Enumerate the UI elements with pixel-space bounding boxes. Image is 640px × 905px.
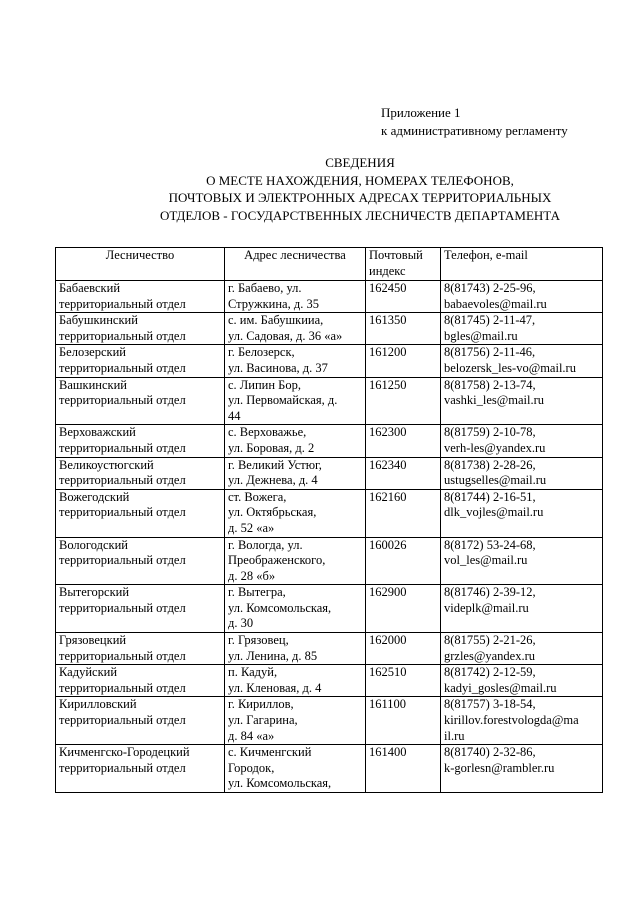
table-header-row xyxy=(56,248,603,281)
title-line-2: О МЕСТЕ НАХОЖДЕНИЯ, НОМЕРАХ ТЕЛЕФОНОВ, xyxy=(206,172,514,188)
cell-postal-index: 162900 xyxy=(366,585,441,633)
cell-address: г. Белозерск, ул. Васинова, д. 37 xyxy=(225,345,366,377)
table-row xyxy=(56,281,603,313)
cell-address: г. Грязовец, ул. Ленина, д. 85 xyxy=(225,633,366,665)
cell-postal-index: 162340 xyxy=(366,457,441,489)
table-row xyxy=(56,377,603,425)
cell-forestry-name: Вашкинский территориальный отдел xyxy=(56,377,225,425)
header-address: Адрес лесничества xyxy=(225,248,366,281)
cell-forestry-name: Вытегорский территориальный отдел xyxy=(56,585,225,633)
document-title xyxy=(80,154,640,224)
cell-contact: 8(81744) 2-16-51, dlk_vojles@mail.ru xyxy=(441,489,603,537)
cell-address: г. Великий Устюг, ул. Дежнева, д. 4 xyxy=(225,457,366,489)
cell-forestry-name: Кирилловский территориальный отдел xyxy=(56,697,225,745)
cell-contact: 8(81738) 2-28-26, ustugselles@mail.ru xyxy=(441,457,603,489)
cell-forestry-name: Белозерский территориальный отдел xyxy=(56,345,225,377)
cell-forestry-name: Грязовецкий территориальный отдел xyxy=(56,633,225,665)
cell-contact: 8(81742) 2-12-59, kadyi_gosles@mail.ru xyxy=(441,665,603,697)
table-row xyxy=(56,489,603,537)
table-row xyxy=(56,665,603,697)
cell-forestry-name: Верховажский территориальный отдел xyxy=(56,425,225,457)
cell-postal-index: 161250 xyxy=(366,377,441,425)
table-row xyxy=(56,425,603,457)
cell-contact: 8(81743) 2-25-96, babaevoles@mail.ru xyxy=(441,281,603,313)
cell-address: г. Вологда, ул. Преображенского, д. 28 «б» xyxy=(225,537,366,585)
cell-postal-index: 161100 xyxy=(366,697,441,745)
cell-address: ст. Вожега, ул. Октябрьская, д. 52 «а» xyxy=(225,489,366,537)
cell-postal-index: 162160 xyxy=(366,489,441,537)
cell-postal-index: 160026 xyxy=(366,537,441,585)
cell-address: с. Липин Бор, ул. Первомайская, д. 44 xyxy=(225,377,366,425)
cell-forestry-name: Вологодский территориальный отдел xyxy=(56,537,225,585)
cell-postal-index: 161400 xyxy=(366,745,441,793)
appendix-line-1: Приложение 1 xyxy=(381,105,461,120)
cell-contact: 8(81755) 2-21-26, grzles@yandex.ru xyxy=(441,633,603,665)
cell-contact: 8(81756) 2-11-46, belozersk_les-vo@mail.ru xyxy=(441,345,603,377)
title-line-3: ПОЧТОВЫХ И ЭЛЕКТРОННЫХ АДРЕСАХ ТЕРРИТОРИАЛЬНЫХ xyxy=(168,190,552,205)
cell-contact: 8(81746) 2-39-12, videplk@mail.ru xyxy=(441,585,603,633)
cell-address: с. Верховажье, ул. Боровая, д. 2 xyxy=(225,425,366,457)
appendix-line-2: к административному регламенту xyxy=(381,123,568,138)
cell-address: с. им. Бабушкииа, ул. Садовая, д. 36 «а» xyxy=(225,313,366,345)
cell-address: г. Кириллов, ул. Гагарина, д. 84 «а» xyxy=(225,697,366,745)
cell-postal-index: 161350 xyxy=(366,313,441,345)
cell-contact: 8(81759) 2-10-78, verh-les@yandex.ru xyxy=(441,425,603,457)
cell-forestry-name: Великоустюгский территориальный отдел xyxy=(56,457,225,489)
table-row xyxy=(56,745,603,793)
header-forestry: Лесничество xyxy=(56,248,225,281)
cell-address: г. Вытегра, ул. Комсомольская, д. 30 xyxy=(225,585,366,633)
forestry-table xyxy=(55,247,603,793)
table-row xyxy=(56,633,603,665)
cell-forestry-name: Бабушкинский территориальный отдел xyxy=(56,313,225,345)
cell-address: с. Кичменгский Городок, ул. Комсомольская, xyxy=(225,745,366,793)
cell-forestry-name: Вожегодский территориальный отдел xyxy=(56,489,225,537)
table-row xyxy=(56,537,603,585)
title-line-1: СВЕДЕНИЯ xyxy=(325,155,395,170)
cell-address: г. Бабаево, ул. Стружкина, д. 35 xyxy=(225,281,366,313)
cell-postal-index: 162300 xyxy=(366,425,441,457)
table-row xyxy=(56,457,603,489)
cell-forestry-name: Кичменгско-Городецкий территориальный отдел xyxy=(56,745,225,793)
cell-forestry-name: Бабаевский территориальный отдел xyxy=(56,281,225,313)
title-line-4: ОТДЕЛОВ - ГОСУДАРСТВЕННЫХ ЛЕСНИЧЕСТВ ДЕПАРТАМЕНТА xyxy=(160,207,560,223)
table-row xyxy=(56,313,603,345)
cell-postal-index: 162510 xyxy=(366,665,441,697)
cell-postal-index: 161200 xyxy=(366,345,441,377)
cell-contact: 8(8172) 53-24-68, vol_les@mail.ru xyxy=(441,537,603,585)
table-row xyxy=(56,345,603,377)
cell-contact: 8(81758) 2-13-74, vashki_les@mail.ru xyxy=(441,377,603,425)
cell-address: п. Кадуй, ул. Кленовая, д. 4 xyxy=(225,665,366,697)
table-row xyxy=(56,585,603,633)
header-postal-index: Почтовый индекс xyxy=(366,248,441,281)
cell-contact: 8(81757) 3-18-54, kirillov.forestvologda@ma il.ru xyxy=(441,697,603,745)
cell-postal-index: 162000 xyxy=(366,633,441,665)
appendix-note xyxy=(381,104,568,140)
header-contact: Телефон, e-mail xyxy=(441,248,603,281)
cell-postal-index: 162450 xyxy=(366,281,441,313)
cell-contact: 8(81745) 2-11-47, bgles@mail.ru xyxy=(441,313,603,345)
cell-contact: 8(81740) 2-32-86, k-gorlesn@rambler.ru xyxy=(441,745,603,793)
cell-forestry-name: Кадуйский территориальный отдел xyxy=(56,665,225,697)
table-row xyxy=(56,697,603,745)
